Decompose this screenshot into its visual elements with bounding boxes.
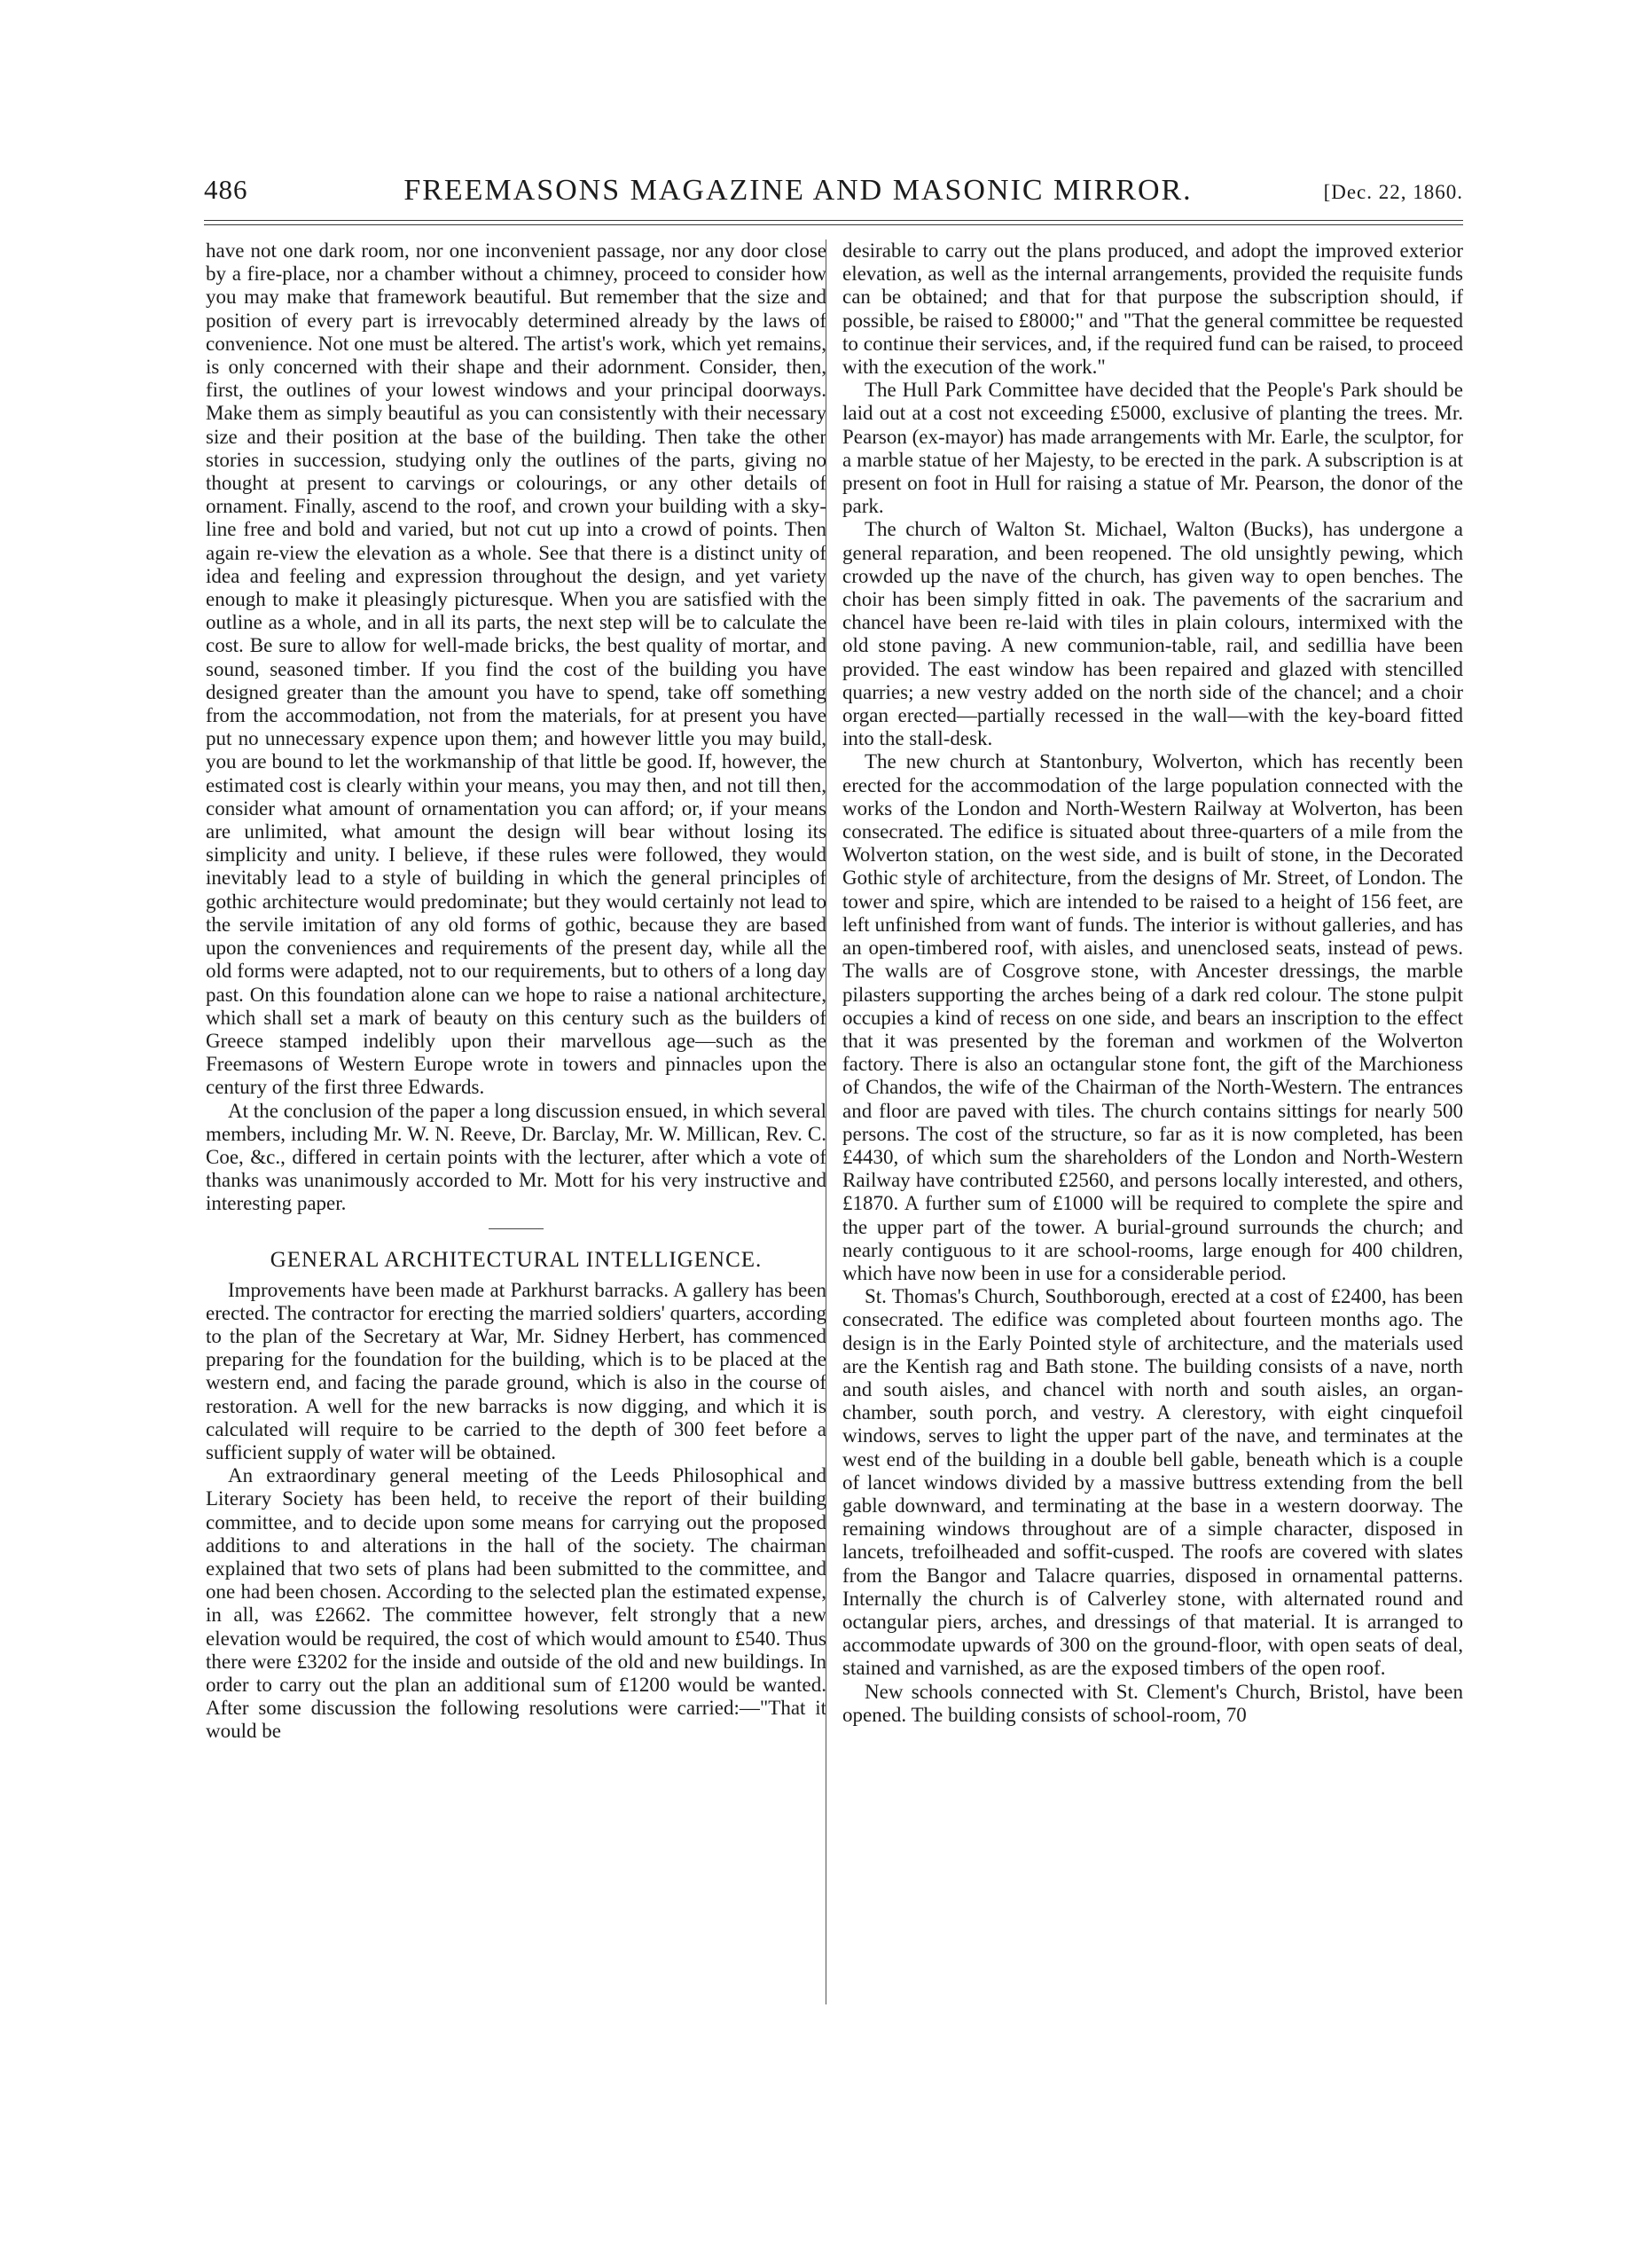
left-section-paragraph-2: An extraordinary general meeting of the Leeds Philosophical and Literary Society has been held, to receive the report of their building committee, and to decide upon some means for carrying out the proposed additions to and alterations in the hall of the society. The chairman explained that two sets of plans had been submitted to the committee, and one had been chosen. According to the selected plan the estimated expense, in all, was £2662. The committee however, felt strongly that a new elevation would be required, the cost of which would amount to £540. Thus there were £3202 for the inside and outside of the old and new buildings. In order to carry out the plan an additional sum of £1200 would be wanted. After some discussion the following resolutions were carried:—"That it would be (206, 1464, 826, 1743)
right-paragraph-2: The Hull Park Committee have decided that the People's Park should be laid out at a cost not exceeding £5000, exclusive of planting the trees. Mr. Pearson (ex-mayor) has made arrangements with Mr. Earle, the sculptor, for a marble statue of her Majesty, to be erected in the park. A subscription is at present on foot in Hull for raising a statue of Mr. Pearson, the donor of the park. (842, 379, 1463, 518)
left-section-paragraph-1: Improvements have been made at Parkhurst barracks. A gallery has been erected. The contractor for erecting the married soldiers' quarters, according to the plan of the Secretary at War, Mr. Sidney Herbert, has commenced preparing for the foundation for the building, which is to be placed at the western end, and facing the parade ground, which is also in the course of restoration. A well for the new barracks is now digging, and which it is calculated will require to be carried to the depth of 300 feet before a sufficient supply of water will be obtained. (206, 1278, 826, 1463)
right-paragraph-5: St. Thomas's Church, Southborough, erected at a cost of £2400, has been consecrated. The edifice was completed about fourteen months ago. The design is in the Early Pointed style of architecture, and the materials used are the Kentish rag and Bath stone. The building consists of a nave, north and south aisles, and chancel with north and south aisles, an organ-chamber, south porch, and vestry. A clerestory, with eight cinquefoil windows, serves to light the upper part of the nave, and terminates at the west end of the building in a double bell gable, beneath which is a couple of lancet windows divided by a massive buttress extending from the bell gable downward, and terminating at the base in a western doorway. The remaining windows throughout are of a simple character, disposed in lancets, trefoilheaded and soffit-cusped. The roofs are covered with slates from the Bangor and Talacre quarries, disposed in ornamental patterns. Internally the church is of Calverley stone, with alternated round and octangular piers, arches, and dressings of that material. It is arranged to accommodate upwards of 300 on the ground-floor, with open seats of deal, stained and varnished, as are the exposed timbers of the open roof. (842, 1285, 1463, 1680)
right-column (842, 239, 1463, 1727)
issue-date: [Dec. 22, 1860. (1323, 181, 1463, 203)
left-paragraph-1: have not one dark room, nor one inconvenient passage, nor any door close by a fire-place, nor a chamber without a chimney, proceed to consider how you may make that framework beautiful. But remember that the size and position of every part is irrevocably determined already by the laws of convenience. Not one must be altered. The artist's work, which yet remains, is only concerned with their shape and their adornment. Consider, then, first, the outlines of your lowest windows and your principal doorways. Make them as simply beautiful as you can consistently with their necessary size and their position at the base of the building. Then take the other stories in succession, studying only the outlines of the parts, giving no thought at present to carvings or colourings, or any other details of ornament. Finally, ascend to the roof, and crown your building with a sky-line free and bold and varied, but not cut up into a crowd of points. Then again re-view the elevation as a whole. See that there is a distinct unity of idea and feeling and expression throughout the design, and yet variety enough to make it pleasingly picturesque. When you are satisfied with the outline as a whole, and in all its parts, the next step will be to calculate the cost. Be sure to allow for well-made bricks, the best quality of mortar, and sound, seasoned timber. If you find the cost of the building you have designed greater than the amount you have to spend, take off something from the accommodation, not from the materials, for at present you have put no unnecessary expence upon them; and however little you may build, you are bound to let the workmanship of that little be good. If, however, the estimated cost is clearly within your means, you may then, and not till then, consider what amount of ornamentation you can afford; or, if your means are unlimited, what amount the design will bear without losing its simplicity and unity. I believe, if these rules were followed, they would inevitably lead to a style of building in which the general principles of gothic architecture would predominate; but they would certainly not lead to the servile imitation of any old forms of gothic, because they are based upon the conveniences and requirements of the present day, while all the old forms were adapted, not to our requirements, but to others of a long day past. On this foundation alone can we hope to raise a national architecture, which shall set a mark of beauty on this century such as the builders of Greece stamped indelibly upon their marvellous age—such as the Freemasons of Western Europe wrote in towers and pinnacles upon the century of the first three Edwards. (206, 239, 826, 1099)
running-title: FREEMASONS MAGAZINE AND MASONIC MIRROR. (403, 174, 1193, 207)
left-column (206, 239, 826, 1744)
section-divider (489, 1228, 544, 1229)
page-number: 486 (204, 174, 248, 205)
header-rule-second (204, 224, 1463, 225)
header-rule (204, 220, 1463, 221)
right-paragraph-6: New schools connected with St. Clement's Church, Bristol, have been opened. The building consists of school-room, 70 (842, 1680, 1463, 1726)
page-header (204, 174, 1463, 209)
right-paragraph-1: desirable to carry out the plans produced, and adopt the improved exterior elevation, as well as the internal arrangements, provided the requisite funds can be obtained; and that for that purpose the subscription should, if possible, be raised to £8000;" and "That the general committee be requested to continue their services, and, if the required fund can be raised, to proceed with the execution of the work." (842, 239, 1463, 379)
section-heading: GENERAL ARCHITECTURAL INTELLIGENCE. (270, 1247, 763, 1272)
right-paragraph-4: The new church at Stantonbury, Wolverton, which has recently been erected for the accommodation of the large population connected with the works of the London and North-Western Railway at Wolverton, has been consecrated. The edifice is situated about three-quarters of a mile from the Wolverton station, on the west side, and is built of stone, in the Decorated Gothic style of architecture, from the designs of Mr. Street, of London. The tower and spire, which are intended to be raised to a height of 156 feet, are left unfinished from want of funds. The interior is without galleries, and has an open-timbered roof, with aisles, and unenclosed seats, instead of pews. The walls are of Cosgrove stone, with Ancester dressings, the marble pilasters supporting the arches being of a dark red colour. The stone pulpit occupies a kind of recess on one side, and bears an inscription to the effect that it was presented by the foreman and workmen of the Wolverton factory. There is also an octangular stone font, the gift of the Marchioness of Chandos, the wife of the Chairman of the North-Western. The entrances and floor are paved with tiles. The church contains sittings for nearly 500 persons. The cost of the structure, so far as it is now completed, has been £4430, of which sum the shareholders of the London and North-Western Railway have contributed £2560, and persons locally interested, and others, £1870. A further sum of £1000 will be required to complete the spire and the upper part of the tower. A burial-ground surrounds the church; and nearly contiguous to it are school-rooms, large enough for 400 children, which have now been in use for a considerable period. (842, 750, 1463, 1284)
right-paragraph-3: The church of Walton St. Michael, Walton (Bucks), has undergone a general reparation, and been reopened. The old unsightly pewing, which crowded up the nave of the church, has given way to open benches. The choir has been simply fitted in oak. The pavements of the sacrarium and chancel have been re-laid with tiles in plain colours, intermixed with the old stone paving. A new communion-table, rail, and sedillia have been provided. The east window has been repaired and glazed with stencilled quarries; a new vestry added on the north side of the chancel; and a choir organ erected—partially recessed in the wall—with the key-board fitted into the stall-desk. (842, 518, 1463, 750)
left-paragraph-2: At the conclusion of the paper a long discussion ensued, in which several members, including Mr. W. N. Reeve, Dr. Barclay, Mr. W. Millican, Rev. C. Coe, &c., differed in certain points with the lecturer, after which a vote of thanks was unanimously accorded to Mr. Mott for his very instructive and interesting paper. (206, 1099, 826, 1215)
